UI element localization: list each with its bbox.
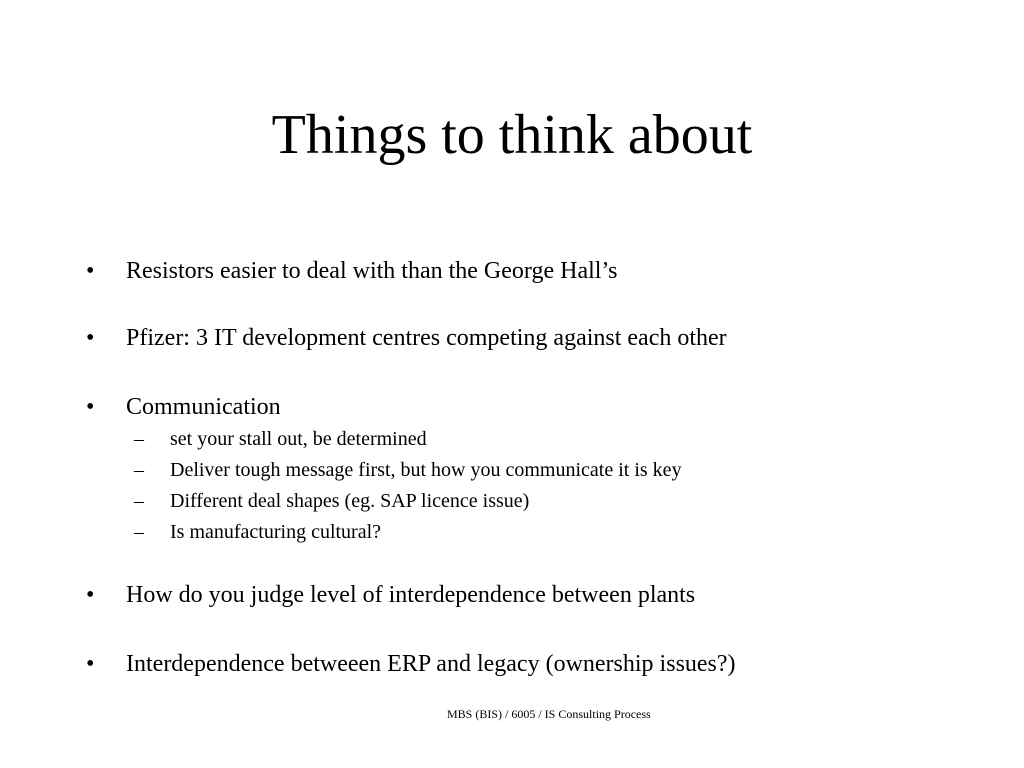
sub-text: Is manufacturing cultural? [170,521,382,543]
sub-text: Different deal shapes (eg. SAP licence issue) [170,490,530,512]
bullet-text: How do you judge level of interdependence between plants [126,582,696,608]
sub-item-2 [134,457,682,483]
bullet-item-1 [86,256,617,286]
bullet-marker: • [86,258,95,284]
bullet-text: Interdependence betweeen ERP and legacy (ownership issues?) [126,651,736,677]
bullet-item-3 [86,392,281,422]
bullet-marker: • [86,582,95,608]
bullet-item-5 [86,649,736,679]
slide-title: Things to think about [271,104,753,166]
bullet-item-4 [86,580,695,610]
bullet-marker: • [86,325,95,351]
sub-item-3 [134,488,529,514]
sub-text: set your stall out, be determined [170,428,427,450]
bullet-text: Resistors easier to deal with than the George Hall’s [126,258,618,284]
bullet-text: Pfizer: 3 IT development centres competing against each other [126,325,727,351]
sub-item-4 [134,519,381,545]
sub-item-1 [134,426,427,452]
bullet-item-2 [86,323,727,353]
sub-marker: – [134,428,144,450]
sub-text: Deliver tough message first, but how you communicate it is key [170,459,682,481]
sub-marker: – [134,490,144,512]
bullet-marker: • [86,394,95,420]
sub-marker: – [134,459,144,481]
sub-marker: – [134,521,144,543]
slide-footer: MBS (BIS) / 6005 / IS Consulting Process [447,707,651,721]
bullet-text: Communication [126,394,281,420]
bullet-marker: • [86,651,95,677]
